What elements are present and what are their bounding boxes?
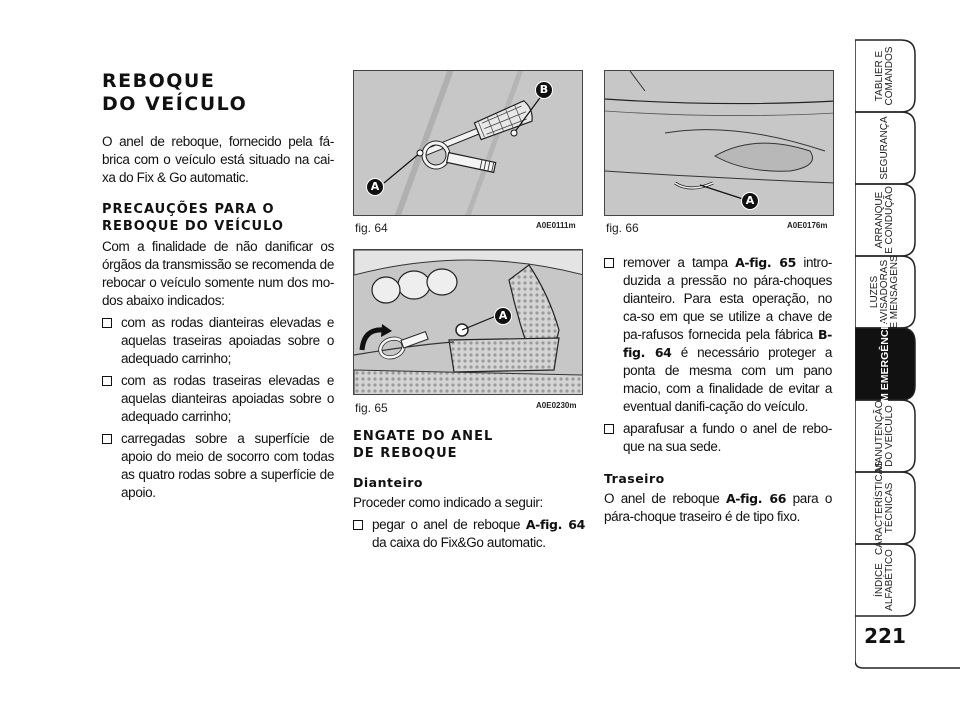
- sidebar-tab-label-line: ÍNDICE: [874, 563, 885, 597]
- precautions-heading-line-2: REBOQUE DO VEÍCULO: [102, 219, 284, 234]
- sidebar-tab-label-line: AVISADORAS: [879, 259, 890, 325]
- list-item: [102, 314, 334, 368]
- checkbox-bullet-icon: [353, 520, 363, 530]
- sidebar-tab-label-line: E MENSAGENS: [889, 255, 900, 329]
- sidebar-tab-label: [875, 461, 895, 555]
- sidebar-tab-label-line: EM EMERGÊNCIA: [879, 319, 891, 409]
- figure-64: [353, 70, 583, 216]
- sidebar-tab-label-line: CARACTERÍSTICAS: [874, 461, 885, 555]
- list-item-text: carregadas sobre a superfície de apoio do meio de socorro com todas as quatro rodas sobre a superfície de apoio.: [121, 431, 334, 500]
- sidebar-tab[interactable]: [855, 112, 915, 184]
- list-item-text: remover a tampa: [623, 255, 736, 270]
- callout-a: A: [741, 192, 759, 210]
- checkbox-bullet-icon: [102, 376, 112, 386]
- precautions-heading: [102, 201, 334, 235]
- figure-66: [604, 70, 834, 216]
- sidebar-tab-label-line: E CONDUÇÃO: [884, 186, 895, 254]
- front-subheading: Dianteiro: [353, 475, 423, 490]
- sidebar-tab[interactable]: [855, 184, 915, 256]
- figure-reference: A-fig. 66: [725, 491, 787, 506]
- text-column-2: [353, 428, 585, 552]
- checkbox-bullet-icon: [102, 318, 112, 328]
- figure-66-label: fig. 66: [606, 221, 639, 235]
- figure-reference: A-fig. 64: [525, 517, 585, 532]
- sidebar-tab-label-line: TÉCNICAS: [884, 482, 895, 534]
- procedure-intro: Proceder como indicado a seguir:: [353, 495, 543, 510]
- sidebar-tab[interactable]: [855, 544, 915, 616]
- precautions-heading-line-1: PRECAUÇÕES PARA O: [102, 202, 275, 217]
- list-item: [353, 516, 585, 552]
- figure-66-code: A0E0176m: [787, 221, 828, 230]
- list-item: [102, 372, 334, 426]
- sidebar-tab-label: [880, 319, 890, 409]
- text-column-1: [102, 70, 334, 502]
- figure-64-label: fig. 64: [355, 221, 388, 235]
- callout-b: B: [535, 81, 553, 99]
- precautions-paragraph: Com a finalidade de não danificar os órgãos da transmissão se recomenda de rebocar o veículo somente num dos mo-dos abaixo indicados:: [102, 239, 334, 308]
- sidebar-tab[interactable]: [855, 319, 915, 409]
- chapter-sidebar: [855, 0, 960, 709]
- rear-paragraph: [604, 490, 832, 526]
- list-item-text: aparafusar a fundo o anel de rebo-que na sua sede.: [623, 421, 832, 454]
- sidebar-tab-label: [875, 549, 895, 611]
- sidebar-tab-label: [870, 255, 900, 328]
- list-item: [604, 420, 832, 456]
- sidebar-tab-label: [880, 116, 890, 179]
- coupling-heading: [353, 428, 585, 462]
- sidebar-tab-label-line: SEGURANÇA: [879, 116, 890, 180]
- rear-bumper-illustration: [605, 71, 834, 216]
- callout-a: A: [366, 178, 384, 196]
- callout-a: A: [494, 307, 512, 325]
- list-item: [604, 254, 832, 416]
- checkbox-bullet-icon: [102, 434, 112, 444]
- sidebar-tab-label-line: DO VEÍCULO: [884, 405, 895, 467]
- checkbox-bullet-icon: [604, 424, 614, 434]
- list-item-text: da caixa do Fix&Go automatic.: [372, 535, 546, 550]
- sidebar-tab-label-line: MANUTENÇÃO: [874, 400, 885, 472]
- list-item-text: com as rodas dianteiras elevadas e aquelas traseiras apoiadas sobre o adequado carrinho;: [121, 315, 334, 366]
- figure-65: [353, 249, 583, 395]
- sidebar-tab-label-line: COMANDOS: [884, 46, 895, 106]
- sidebar-tab[interactable]: [855, 461, 915, 555]
- coupling-heading-line-2: DE REBOQUE: [353, 446, 458, 461]
- figure-reference: B-fig. 64: [623, 327, 832, 360]
- sidebar-tab-label-line: ARRANQUE: [874, 191, 885, 249]
- front-bumper-illustration: [354, 250, 583, 395]
- list-item-text: com as rodas traseiras elevadas e aquelas dianteiras apoiadas sobre o adequado carrinho;: [121, 373, 334, 424]
- sidebar-tab-label-line: ALFABÉTICO: [884, 549, 895, 611]
- sidebar-tab-label-line: TABLIER E: [874, 50, 885, 102]
- checkbox-bullet-icon: [604, 258, 614, 268]
- list-item-text: intro-duzida a pressão no pára-choques dianteiro. Para esta operação, no ca-so em que se utilize a chave de pa-rafusos fornecida pela fábrica: [623, 255, 832, 342]
- figure-reference: A-fig. 65: [735, 255, 796, 270]
- sidebar-tab-label: [875, 186, 895, 254]
- section-title: [102, 70, 334, 116]
- rear-text: O anel de reboque: [604, 491, 726, 506]
- rear-text: para o pára-choque traseiro é de tipo fixo.: [604, 491, 832, 524]
- figure-65-label: fig. 65: [355, 401, 388, 415]
- coupling-heading-line-1: ENGATE DO ANEL: [353, 429, 494, 444]
- page-number: 221: [864, 624, 906, 648]
- title-line-2: DO VEÍCULO: [102, 93, 248, 115]
- list-item-text: é necessário proteger a ponta de mesma com um pano macio, com a finalidade de evitar a eventual danifi-cação do veículo.: [623, 345, 833, 414]
- figure-65-code: A0E0230m: [536, 401, 577, 410]
- sidebar-tab[interactable]: [855, 256, 915, 328]
- sidebar-tab-label-line: LUZES: [869, 275, 880, 309]
- title-line-1: REBOQUE: [102, 70, 216, 92]
- list-item: [102, 430, 334, 502]
- intro-paragraph: O anel de reboque, fornecido pela fá-brica com o veículo está situado na cai-xa do Fix & Go automatic.: [102, 134, 334, 185]
- rear-subheading: Traseiro: [604, 471, 665, 486]
- sidebar-tab-label: [875, 47, 895, 106]
- sidebar-tab[interactable]: [855, 40, 915, 112]
- list-item-text: pegar o anel de reboque: [372, 517, 526, 532]
- figure-64-code: A0E0111m: [536, 221, 576, 230]
- text-column-3: [604, 254, 832, 526]
